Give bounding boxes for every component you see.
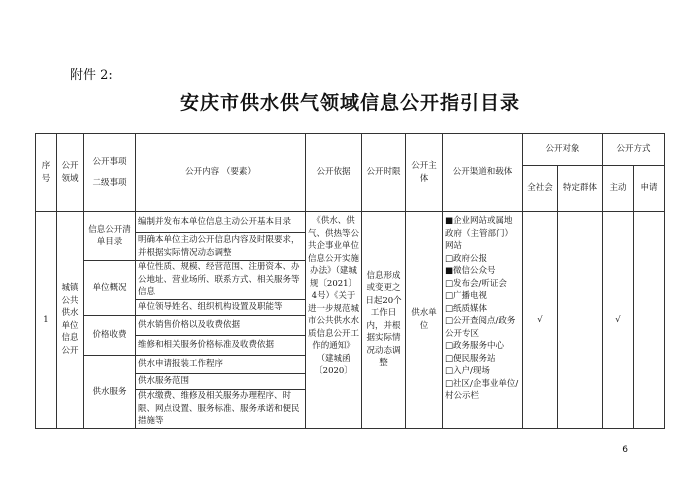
header-item-level2: 二级事项 — [92, 177, 127, 188]
row-audience-specific — [558, 212, 603, 429]
channel-item: □政府公报 — [445, 253, 488, 264]
row-audience-all: √ — [523, 212, 558, 429]
row-deadline: 信息形成或变更之日起20个工作日内，并根据实际情况动态调整 — [362, 212, 406, 429]
item-name: 供水服务 — [84, 356, 136, 429]
channel-item: □便民服务站 — [445, 353, 496, 364]
row-subject: 供水单位 — [406, 212, 443, 429]
header-item — [84, 134, 136, 212]
page-number: 6 — [622, 445, 628, 455]
header-channel: 公开渠道和载体 — [443, 134, 523, 212]
header-audience: 公开对象 — [523, 134, 603, 166]
header-audience-all: 全社会 — [523, 166, 558, 212]
header-method-apply: 申请 — [634, 166, 665, 212]
content-cell: 供水销售价格以及收费依据 — [136, 316, 306, 336]
header-basis: 公开依据 — [306, 134, 362, 212]
channel-item: □社区/企事业单位/村公示栏 — [445, 378, 519, 401]
row-basis: 《供水、供气、供热等公共企事业单位信息公开实施办法》（建城规〔2021〕4号）《关于进一步规范城市公共供水水质信息公开工作的通知》（建城函〔2020〕 — [306, 212, 362, 429]
header-seq: 序号 — [36, 134, 57, 212]
attachment-label: 附件 2: — [70, 68, 113, 83]
content-cell: 供水缴费、维修及相关服务办理程序、时限、网点设置、服务标准、服务承诺和便民措施等 — [136, 390, 306, 429]
row-method-active: √ — [603, 212, 634, 429]
channel-item: □公开查阅点/政务公开专区 — [445, 316, 516, 339]
content-cell: 明确本单位主动公开信息内容及时限要求，并根据实际情况动态调整 — [136, 233, 306, 261]
content-cell: 单位领导姓名、组织机构设置及职能等 — [136, 300, 306, 316]
header-audience-specific: 特定群体 — [558, 166, 603, 212]
page-title: 安庆市供水供气领域信息公开指引目录 — [179, 92, 520, 114]
content-cell: 维修和相关服务价格标准及收费依据 — [136, 336, 306, 356]
row-channels — [443, 212, 523, 429]
item-name: 信息公开清单目录 — [84, 212, 136, 261]
content-cell: 供水服务范围 — [136, 374, 306, 390]
header-method-active: 主动 — [603, 166, 634, 212]
table-row — [36, 212, 665, 233]
channel-item: □发布会/听证会 — [445, 278, 507, 289]
header-domain: 公开领域 — [57, 134, 84, 212]
channel-item: □入户/现场 — [445, 366, 490, 376]
info-disclosure-table — [35, 133, 665, 429]
channel-item: ■微信公众号 — [445, 266, 496, 276]
channel-item: □纸质媒体 — [445, 303, 488, 314]
content-cell: 供水申请报装工作程序 — [136, 356, 306, 374]
header-subject: 公开主体 — [406, 134, 443, 212]
header-method: 公开方式 — [603, 134, 665, 166]
header-deadline: 公开时限 — [362, 134, 406, 212]
channel-item: □政务服务中心 — [445, 341, 505, 351]
row-domain: 城镇公共供水单位信息公开 — [57, 212, 84, 429]
item-name: 价格收费 — [84, 316, 136, 356]
row-seq: 1 — [36, 212, 57, 429]
header-content: 公开内容 （要素） — [136, 134, 306, 212]
channel-item: □广播电视 — [445, 291, 488, 301]
header-item-level1: 公开事项 — [92, 157, 127, 167]
content-cell: 单位性质、规模、经营范围、注册资本、办公地址、营业场所、联系方式、相关服务等信息 — [136, 261, 306, 300]
item-name: 单位概况 — [84, 261, 136, 316]
header-row-1 — [36, 134, 665, 166]
row-method-apply — [634, 212, 665, 429]
content-cell: 编制并发布本单位信息主动公开基本目录 — [136, 212, 306, 233]
channel-item: ■企业网站或属地政府（主管部门）网站 — [445, 216, 514, 251]
